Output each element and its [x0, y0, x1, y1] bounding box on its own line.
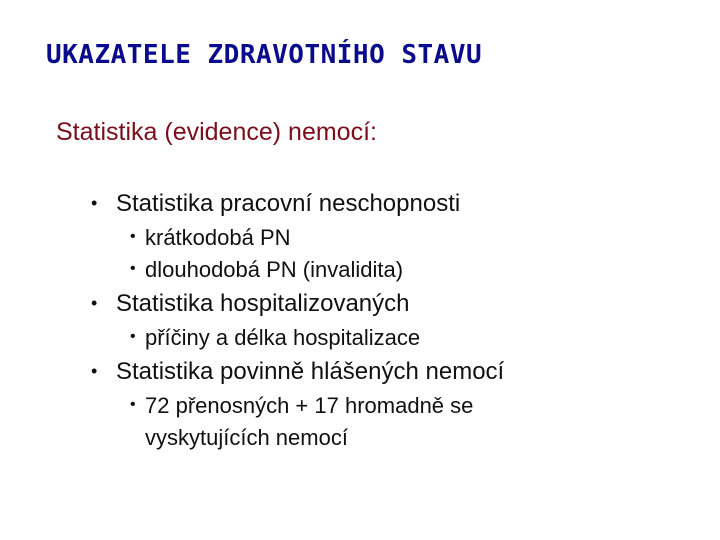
list-item	[0, 390, 720, 422]
list-item-text: dlouhodobá PN (invalidita)	[145, 257, 404, 282]
bullet-icon: •	[91, 361, 98, 381]
bullet-list	[0, 186, 720, 454]
list-item	[0, 222, 720, 254]
slide-subtitle: Statistika (evidence) nemocí:	[56, 118, 377, 146]
bullet-icon: •	[130, 228, 136, 245]
bullet-icon: •	[91, 193, 98, 213]
list-item-text: krátkodobá PN	[145, 225, 291, 250]
list-item-text: vyskytujících nemocí	[145, 425, 348, 450]
list-item	[0, 254, 720, 286]
bullet-icon: •	[91, 293, 98, 313]
list-item	[0, 286, 720, 322]
list-item	[0, 354, 720, 390]
list-item-text: Statistika povinně hlášených nemocí	[116, 358, 505, 385]
list-item-text: 72 přenosných + 17 hromadně se	[145, 393, 474, 418]
list-item	[0, 186, 720, 222]
list-item-text: Statistika pracovní neschopnosti	[116, 190, 461, 217]
list-item-continuation	[0, 422, 720, 454]
bullet-icon: •	[130, 260, 136, 277]
list-item	[0, 322, 720, 354]
bullet-icon: •	[130, 396, 136, 413]
bullet-icon: •	[130, 328, 136, 345]
list-item-text: Statistika hospitalizovaných	[116, 290, 410, 317]
slide-title: UKAZATELE ZDRAVOTNÍHO STAVU	[46, 40, 483, 70]
list-item-text: příčiny a délka hospitalizace	[145, 325, 421, 350]
